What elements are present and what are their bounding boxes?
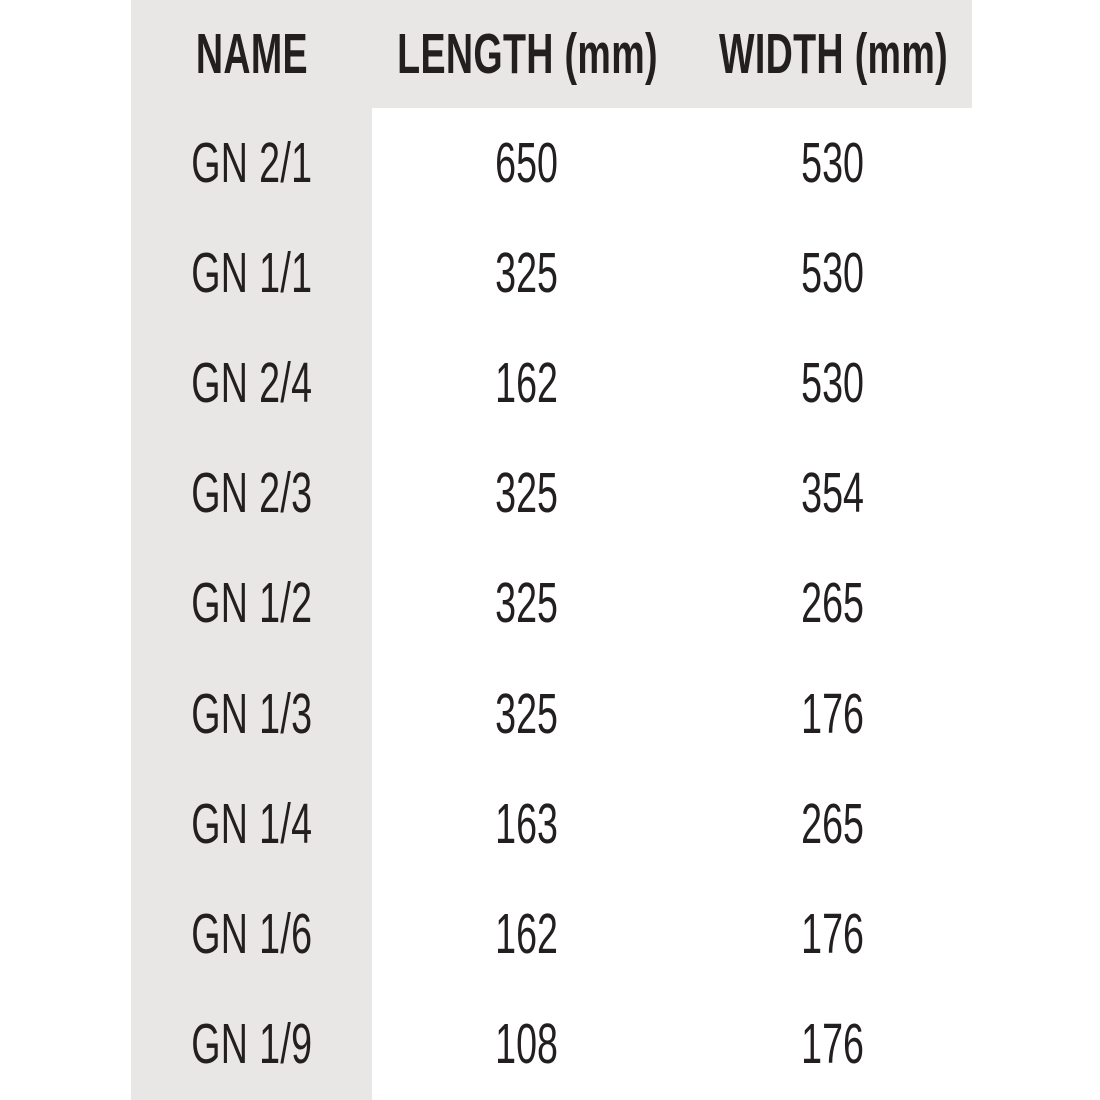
length-cell-value: 325 xyxy=(495,681,559,746)
table-row xyxy=(0,990,1100,1100)
width-cell xyxy=(682,659,984,769)
length-cell-value: 325 xyxy=(495,571,559,636)
left-margin-spacer xyxy=(0,549,131,659)
length-cell xyxy=(372,880,682,990)
width-cell-value: 530 xyxy=(801,130,865,195)
width-cell xyxy=(682,880,984,990)
name-cell-value: GN 2/1 xyxy=(190,130,313,195)
length-cell xyxy=(372,218,682,328)
name-cell-value: GN 2/3 xyxy=(190,461,313,526)
table-row xyxy=(0,769,1100,879)
name-cell xyxy=(131,549,372,659)
left-margin-spacer xyxy=(0,769,131,879)
left-margin-spacer xyxy=(0,659,131,769)
length-cell xyxy=(372,439,682,549)
width-cell xyxy=(682,769,984,879)
table-row xyxy=(0,439,1100,549)
table-row xyxy=(0,218,1100,328)
name-cell xyxy=(131,659,372,769)
length-cell-value: 108 xyxy=(495,1012,559,1077)
length-cell xyxy=(372,990,682,1100)
name-cell xyxy=(131,769,372,879)
name-cell xyxy=(131,880,372,990)
length-cell xyxy=(372,108,682,218)
width-cell-value: 265 xyxy=(801,791,865,856)
length-cell xyxy=(372,659,682,769)
name-cell xyxy=(131,108,372,218)
column-header-length-label: LENGTH (mm) xyxy=(396,21,658,86)
name-cell-value: GN 1/4 xyxy=(190,791,313,856)
column-header-width-label: WIDTH (mm) xyxy=(718,21,948,86)
length-cell-value: 163 xyxy=(495,791,559,856)
width-cell xyxy=(682,549,984,659)
table-row xyxy=(0,328,1100,438)
name-cell xyxy=(131,328,372,438)
length-cell-value: 650 xyxy=(495,130,559,195)
left-margin-spacer xyxy=(0,0,131,108)
name-cell-value: GN 1/6 xyxy=(190,902,313,967)
length-cell xyxy=(372,769,682,879)
length-cell-value: 325 xyxy=(495,461,559,526)
column-header-length xyxy=(372,0,682,108)
width-cell xyxy=(682,218,984,328)
length-cell xyxy=(372,549,682,659)
table-row xyxy=(0,880,1100,990)
name-cell xyxy=(131,218,372,328)
width-cell-value: 530 xyxy=(801,351,865,416)
length-cell-value: 162 xyxy=(495,902,559,967)
name-cell xyxy=(131,439,372,549)
width-cell xyxy=(682,990,984,1100)
width-cell-value: 530 xyxy=(801,240,865,305)
width-cell-value: 265 xyxy=(801,571,865,636)
table-row xyxy=(0,659,1100,769)
length-cell-value: 325 xyxy=(495,240,559,305)
length-cell-value: 162 xyxy=(495,351,559,416)
width-cell-value: 176 xyxy=(801,902,865,967)
width-cell-value: 354 xyxy=(801,461,865,526)
name-cell-value: GN 1/9 xyxy=(190,1012,313,1077)
width-cell xyxy=(682,108,984,218)
table-header-row xyxy=(0,0,1100,108)
table-row xyxy=(0,108,1100,218)
name-cell-value: GN 2/4 xyxy=(190,351,313,416)
column-header-width xyxy=(682,0,984,108)
column-header-name-label: NAME xyxy=(195,21,308,86)
table-row xyxy=(0,549,1100,659)
name-cell-value: GN 1/1 xyxy=(190,240,313,305)
length-cell xyxy=(372,328,682,438)
width-cell xyxy=(682,439,984,549)
name-cell-value: GN 1/2 xyxy=(190,571,313,636)
left-margin-spacer xyxy=(0,108,131,218)
width-cell xyxy=(682,328,984,438)
left-margin-spacer xyxy=(0,439,131,549)
name-cell-value: GN 1/3 xyxy=(190,681,313,746)
column-header-name xyxy=(131,0,372,108)
width-cell-value: 176 xyxy=(801,1012,865,1077)
left-margin-spacer xyxy=(0,328,131,438)
left-margin-spacer xyxy=(0,218,131,328)
width-cell-value: 176 xyxy=(801,681,865,746)
left-margin-spacer xyxy=(0,990,131,1100)
name-cell xyxy=(131,990,372,1100)
left-margin-spacer xyxy=(0,880,131,990)
